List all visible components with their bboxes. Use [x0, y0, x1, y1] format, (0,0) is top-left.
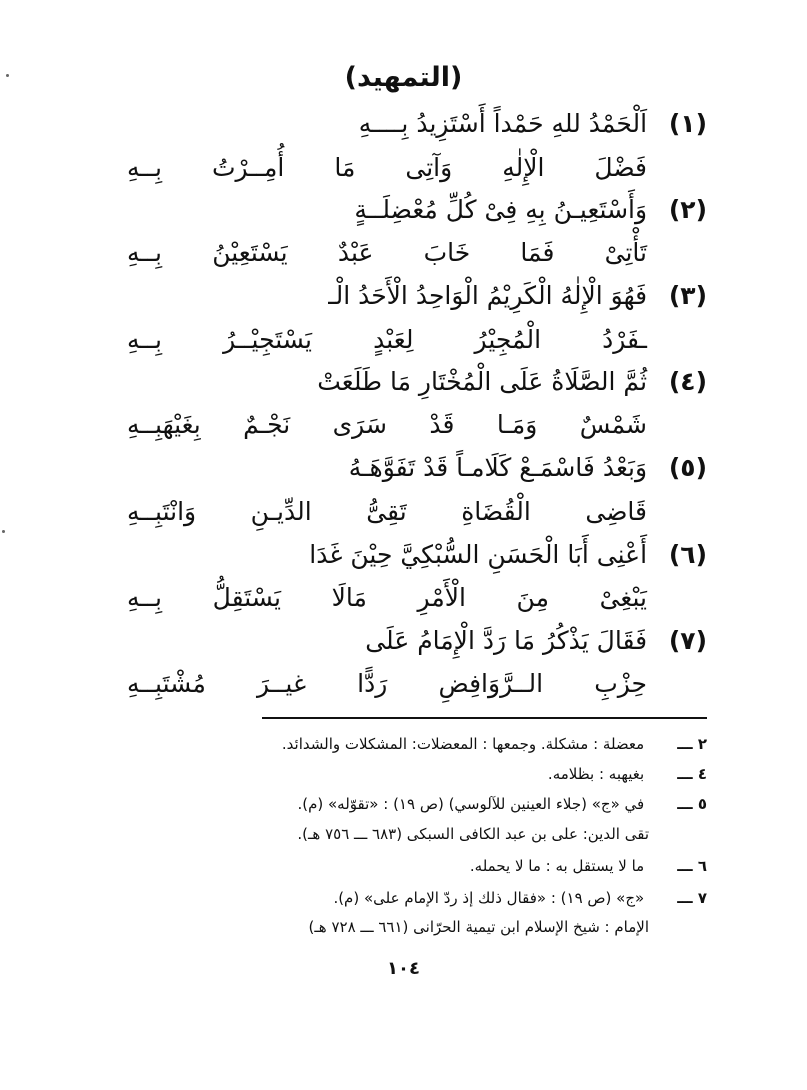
- footnote-divider: [262, 717, 707, 719]
- footnote-7-continuation: الإمام : شيخ الإسلام ابن تيمية الحرّانى (٦٦١ ـــ ٧٢٨ هـ): [308, 918, 649, 936]
- verse-number: (٣): [668, 281, 707, 310]
- verse-number: (٥): [668, 453, 707, 482]
- verse-text: اَلْحَمْدُ للهِ حَمْداً أَسْتَزِيدُ بِــــهِ: [358, 109, 648, 138]
- footnote-5-continuation: تقى الدين: على بن عبد الكافى السبكى (٦٨٣ ـــ ٧٥٦ هـ).: [297, 825, 649, 843]
- verse-number: (٧): [668, 626, 707, 655]
- verse-number: (٤): [668, 367, 707, 396]
- verse-7-first-line: [117, 621, 707, 661]
- verse-3-first-line: [117, 276, 707, 316]
- footnote-number: ٧ ـــ: [677, 889, 707, 907]
- verse-1-second-line: فَضْلَ الْإِلٰهِ وَآتِى مَا أُمِــرْتُ بِــهِ: [127, 153, 647, 182]
- verse-number: (٦): [668, 540, 707, 569]
- footnote-2: [107, 731, 707, 757]
- verse-1-first-line: [117, 104, 707, 144]
- footnote-6: [107, 853, 707, 879]
- footnote-number: ٤ ـــ: [677, 765, 707, 783]
- verse-text: وَأَسْتَعِيـنُ بِهِ فِىْ كُلِّ مُعْضِلَــةٍ: [354, 195, 648, 224]
- verse-text: فَقَالَ يَذْكُرُ مَا رَدَّ الْإِمَامُ عَلَى: [365, 626, 648, 655]
- verse-text: فَهُوَ الْإِلٰهُ الْكَرِيْمُ الْوَاحِدُ الْأَحَدُ الْـ: [328, 281, 648, 310]
- page-number: ١٠٤: [387, 958, 420, 979]
- verse-5-second-line: قَاضِى الْقُضَاةِ تَقِىُّ الدِّيـنِ وَانْتَبِــهِ: [127, 497, 647, 526]
- verse-4-second-line: شَمْسٌ وَمَـا قَدْ سَرَى نَجْـمٌ بِغَيْهَبِــهِ: [127, 410, 647, 439]
- verse-7-second-line: حِزْبِ الــرَّوَافِضِ رَدًّا غيــرَ مُشْتَبِــهِ: [127, 669, 647, 698]
- footnote-text: «ج» (ص ١٩) : «فقال ذلك إذ ردّ الإمام على» (م).: [333, 889, 645, 907]
- verse-text: وَبَعْدُ فَاسْمَـعْ كَلَامـاً قَدْ تَفَوَّهَـهُ: [348, 453, 648, 482]
- verse-5-first-line: [117, 448, 707, 488]
- page-title: (التمهيد): [344, 62, 463, 93]
- footnote-number: ٥ ـــ: [677, 795, 707, 813]
- footnote-text: معضلة : مشكلة. وجمعها : المعضلات: المشكلات والشدائد.: [281, 735, 645, 753]
- verse-text: ثُمَّ الصَّلَاةُ عَلَى الْمُخْتَارِ مَا طَلَعَتْ: [317, 367, 648, 396]
- footnote-7: [107, 885, 707, 911]
- verse-4-first-line: [117, 362, 707, 402]
- verse-6-first-line: [117, 535, 707, 575]
- footnote-4: [107, 761, 707, 787]
- scan-speck: [6, 74, 9, 77]
- footnote-text: بغيهبه : بظلامه.: [547, 765, 645, 783]
- verse-2-second-line: تَأْتِىْ فَمَا خَابَ عَبْدٌ يَسْتَعِيْنُ بِــهِ: [127, 238, 647, 267]
- footnote-text: ما لا يستقل به : ما لا يحمله.: [469, 857, 645, 875]
- footnote-number: ٦ ـــ: [677, 857, 707, 875]
- footnote-number: ٢ ـــ: [677, 735, 707, 753]
- verse-number: (١): [668, 109, 707, 138]
- verse-3-second-line: ـفَرْدُ الْمُجِيْرُ لِعَبْدٍ يَسْتَجِيْــرُ بِــهِ: [127, 325, 647, 354]
- footnote-text: في «ج» (جلاء العينين للآلوسي) (ص ١٩) : «تقوّله» (م).: [297, 795, 645, 813]
- verse-6-second-line: يَبْغِىْ مِنَ الْأَمْرِ مَالَا يَسْتَقِلُّ بِــهِ: [127, 583, 647, 612]
- footnote-5: [107, 791, 707, 817]
- verse-number: (٢): [668, 195, 707, 224]
- scan-speck: [2, 530, 5, 533]
- verse-2-first-line: [117, 190, 707, 230]
- verse-text: أَعْنِى أَبَا الْحَسَنِ السُّبْكِيَّ حِيْنَ غَدَا: [309, 540, 648, 569]
